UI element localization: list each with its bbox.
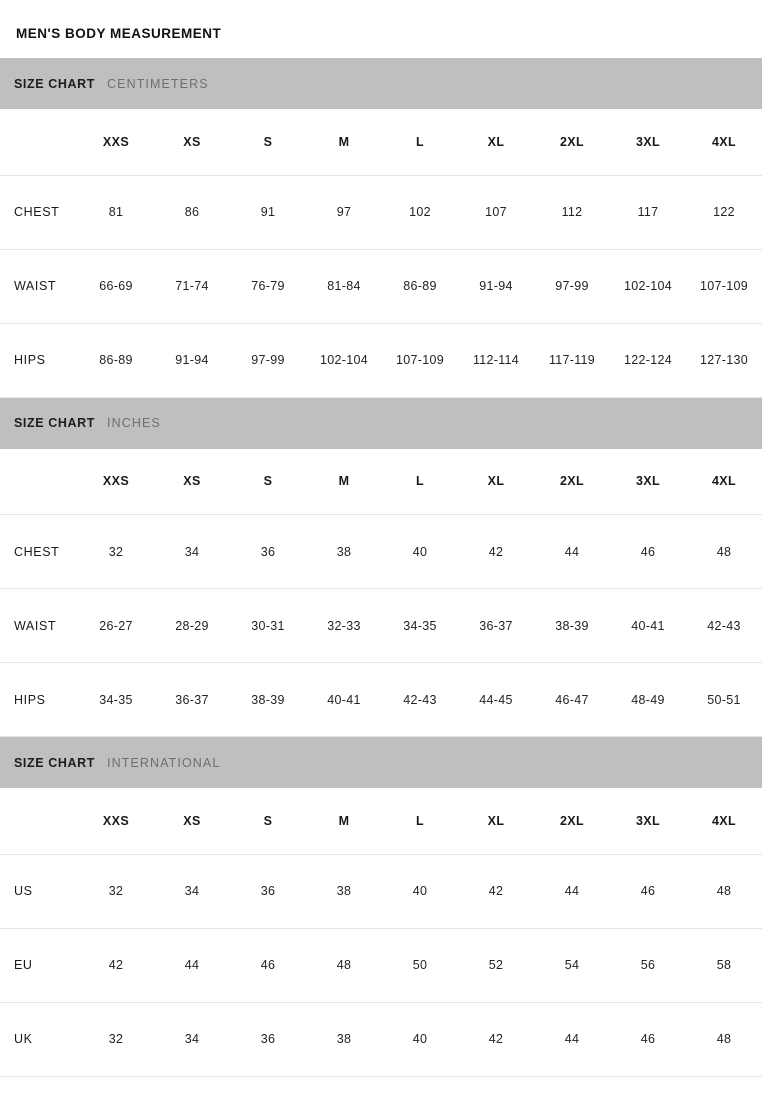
table-cell: 56 <box>610 928 686 1002</box>
table-cell: 86-89 <box>382 249 458 323</box>
table-cell: 34 <box>154 515 230 589</box>
table-cell: 32 <box>78 1002 154 1076</box>
section-header-label: SIZE CHART <box>14 755 95 770</box>
section-header-unit: CENTIMETERS <box>107 76 209 91</box>
table-cell: 71-74 <box>154 249 230 323</box>
table-cell: 66-69 <box>78 249 154 323</box>
table-cell: 40 <box>382 515 458 589</box>
page-title: MEN'S BODY MEASUREMENT <box>16 26 222 41</box>
table-cell: 86 <box>154 175 230 249</box>
table-cell: 48 <box>686 854 762 928</box>
table-cell: 91-94 <box>154 323 230 397</box>
column-header: 2XL <box>534 109 610 175</box>
size-chart-section-centimeters <box>0 58 762 398</box>
row-label: US <box>0 854 78 928</box>
column-header: S <box>230 449 306 515</box>
table-cell: 36-37 <box>154 663 230 737</box>
table-cell: 26-27 <box>78 589 154 663</box>
table-cell: 44-45 <box>458 663 534 737</box>
table-cell: 54 <box>534 928 610 1002</box>
column-header: 3XL <box>610 109 686 175</box>
column-header: 3XL <box>610 788 686 854</box>
table-cell: 86-89 <box>78 323 154 397</box>
size-chart-section-international <box>0 737 762 1077</box>
table-cell: 30-31 <box>230 589 306 663</box>
table-cell: 42 <box>78 928 154 1002</box>
table-cell: 36-37 <box>458 589 534 663</box>
table-row <box>0 663 762 737</box>
column-header <box>0 449 78 515</box>
table-cell: 91-94 <box>458 249 534 323</box>
table-cell: 38-39 <box>230 663 306 737</box>
table-row <box>0 323 762 397</box>
section-header-label: SIZE CHART <box>14 76 95 91</box>
table-cell: 112-114 <box>458 323 534 397</box>
table-cell: 32 <box>78 515 154 589</box>
table-cell: 58 <box>686 928 762 1002</box>
table-cell: 42 <box>458 854 534 928</box>
column-header: M <box>306 109 382 175</box>
column-header: 4XL <box>686 449 762 515</box>
column-header: L <box>382 449 458 515</box>
table-cell: 42 <box>458 1002 534 1076</box>
table-cell: 40-41 <box>306 663 382 737</box>
column-header <box>0 788 78 854</box>
column-header <box>0 109 78 175</box>
table-cell: 76-79 <box>230 249 306 323</box>
table-cell: 46-47 <box>534 663 610 737</box>
table-header-row <box>0 449 762 515</box>
table-header-row <box>0 109 762 175</box>
table-cell: 34-35 <box>382 589 458 663</box>
section-header-unit: INTERNATIONAL <box>107 755 221 770</box>
table-cell: 46 <box>610 1002 686 1076</box>
table-row <box>0 854 762 928</box>
table-row <box>0 515 762 589</box>
table-cell: 107-109 <box>382 323 458 397</box>
table-cell: 40-41 <box>610 589 686 663</box>
column-header: M <box>306 449 382 515</box>
table-cell: 34 <box>154 854 230 928</box>
section-header-label: SIZE CHART <box>14 416 95 430</box>
column-header: XXS <box>78 449 154 515</box>
table-cell: 38 <box>306 515 382 589</box>
row-label: CHEST <box>0 515 78 589</box>
table-row <box>0 589 762 663</box>
table-cell: 50-51 <box>686 663 762 737</box>
row-label: HIPS <box>0 663 78 737</box>
table-cell: 127-130 <box>686 323 762 397</box>
table-row <box>0 1002 762 1076</box>
table-cell: 32-33 <box>306 589 382 663</box>
table-cell: 102 <box>382 175 458 249</box>
table-cell: 48 <box>306 928 382 1002</box>
column-header: XL <box>458 788 534 854</box>
table-cell: 32 <box>78 854 154 928</box>
column-header: S <box>230 109 306 175</box>
table-cell: 42 <box>458 515 534 589</box>
size-chart-section-inches <box>0 398 762 738</box>
section-header-inches <box>0 398 762 449</box>
table-cell: 38 <box>306 1002 382 1076</box>
table-cell: 46 <box>610 515 686 589</box>
table-cell: 36 <box>230 854 306 928</box>
size-table-inches <box>0 449 762 738</box>
table-cell: 38-39 <box>534 589 610 663</box>
table-cell: 97-99 <box>230 323 306 397</box>
table-cell: 46 <box>230 928 306 1002</box>
column-header: M <box>306 788 382 854</box>
table-cell: 40 <box>382 1002 458 1076</box>
table-cell: 34-35 <box>78 663 154 737</box>
table-cell: 42-43 <box>382 663 458 737</box>
table-row <box>0 175 762 249</box>
column-header: XS <box>154 788 230 854</box>
table-cell: 117 <box>610 175 686 249</box>
table-header-row <box>0 788 762 854</box>
column-header: 4XL <box>686 788 762 854</box>
table-cell: 102-104 <box>306 323 382 397</box>
row-label: UK <box>0 1002 78 1076</box>
table-cell: 122-124 <box>610 323 686 397</box>
table-cell: 38 <box>306 854 382 928</box>
column-header: 3XL <box>610 449 686 515</box>
table-cell: 44 <box>534 1002 610 1076</box>
row-label: WAIST <box>0 589 78 663</box>
table-cell: 40 <box>382 854 458 928</box>
section-header-international <box>0 737 762 788</box>
table-cell: 36 <box>230 1002 306 1076</box>
section-header-centimeters <box>0 58 762 109</box>
column-header: XS <box>154 109 230 175</box>
column-header: L <box>382 788 458 854</box>
table-cell: 44 <box>534 515 610 589</box>
column-header: XXS <box>78 788 154 854</box>
column-header: XL <box>458 449 534 515</box>
table-cell: 91 <box>230 175 306 249</box>
row-label: EU <box>0 928 78 1002</box>
table-cell: 97 <box>306 175 382 249</box>
table-row <box>0 249 762 323</box>
row-label: WAIST <box>0 249 78 323</box>
table-cell: 48 <box>686 1002 762 1076</box>
table-cell: 36 <box>230 515 306 589</box>
table-cell: 122 <box>686 175 762 249</box>
column-header: XL <box>458 109 534 175</box>
table-cell: 107-109 <box>686 249 762 323</box>
column-header: XS <box>154 449 230 515</box>
table-cell: 52 <box>458 928 534 1002</box>
column-header: S <box>230 788 306 854</box>
table-cell: 48 <box>686 515 762 589</box>
table-cell: 117-119 <box>534 323 610 397</box>
table-cell: 107 <box>458 175 534 249</box>
table-row <box>0 928 762 1002</box>
table-cell: 97-99 <box>534 249 610 323</box>
table-cell: 42-43 <box>686 589 762 663</box>
column-header: L <box>382 109 458 175</box>
column-header: 2XL <box>534 449 610 515</box>
row-label: CHEST <box>0 175 78 249</box>
table-cell: 48-49 <box>610 663 686 737</box>
table-cell: 81-84 <box>306 249 382 323</box>
size-table-international <box>0 788 762 1077</box>
table-cell: 102-104 <box>610 249 686 323</box>
table-cell: 50 <box>382 928 458 1002</box>
table-cell: 46 <box>610 854 686 928</box>
table-cell: 44 <box>534 854 610 928</box>
table-cell: 81 <box>78 175 154 249</box>
column-header: 4XL <box>686 109 762 175</box>
table-cell: 112 <box>534 175 610 249</box>
column-header: XXS <box>78 109 154 175</box>
table-cell: 44 <box>154 928 230 1002</box>
table-cell: 28-29 <box>154 589 230 663</box>
section-header-unit: INCHES <box>107 416 161 430</box>
row-label: HIPS <box>0 323 78 397</box>
table-cell: 34 <box>154 1002 230 1076</box>
column-header: 2XL <box>534 788 610 854</box>
size-table-centimeters <box>0 109 762 398</box>
